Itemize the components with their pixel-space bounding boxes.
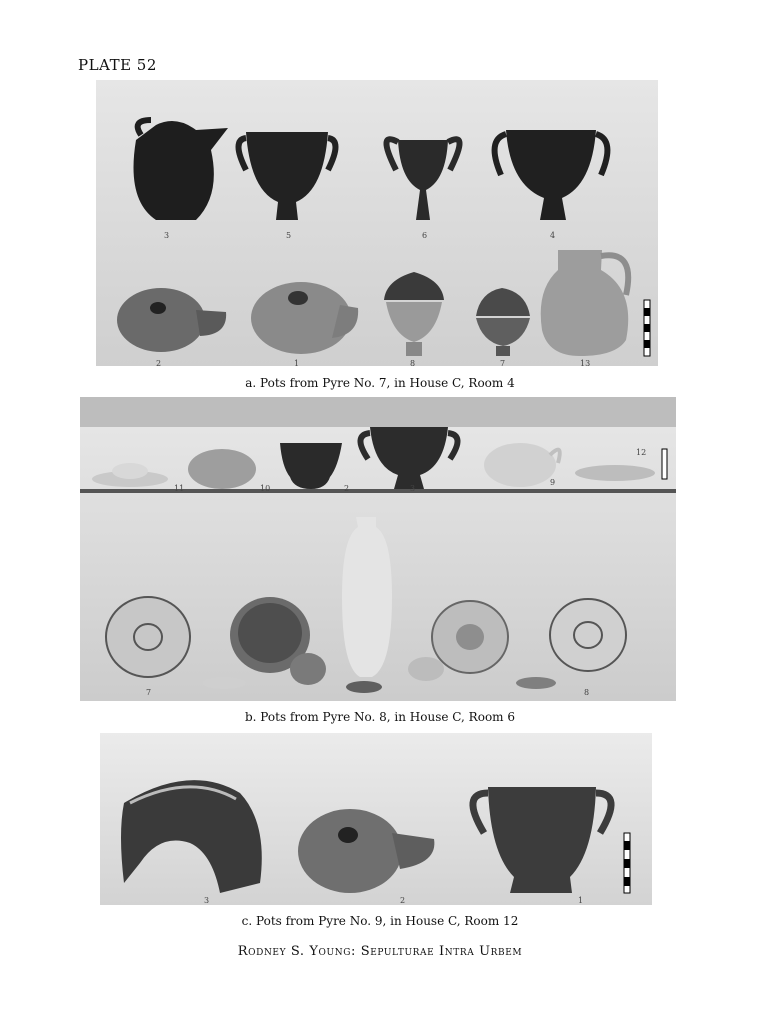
- num-b-shelf-2: 2: [344, 484, 350, 493]
- caption-panel-a: a. Pots from Pyre No. 7, in House C, Room 4: [245, 376, 515, 390]
- num-c-2: 1: [578, 896, 584, 905]
- num-a-top-3: 4: [550, 231, 556, 240]
- plate-label: PLATE 52: [78, 56, 157, 74]
- caption-panel-c: c. Pots from Pyre No. 9, in House C, Room 12: [241, 914, 519, 928]
- pot-alabastron: [342, 517, 392, 677]
- num-c-1: 2: [400, 896, 406, 905]
- num-a-bot-1: 1: [294, 359, 300, 366]
- num-b-shelf-1: 10: [260, 484, 271, 493]
- num-b-low-1: 8: [584, 688, 590, 697]
- num-a-bot-4: 13: [580, 359, 591, 366]
- num-b-low-0: 7: [146, 688, 152, 697]
- num-c-0: 3: [204, 896, 210, 905]
- page-footer: [0, 944, 760, 959]
- pot-plate-right: [432, 601, 508, 673]
- num-a-top-2: 6: [422, 231, 428, 240]
- num-a-top-1: 5: [286, 231, 292, 240]
- pot-plate-left: [106, 597, 190, 677]
- photo-panel-b: [80, 397, 676, 701]
- scale-bar-a: [644, 300, 650, 356]
- num-a-top-0: 3: [164, 231, 170, 240]
- scale-bar-c: [624, 833, 630, 893]
- footer-text: Rodney S. Young: Sepulturae Intra Urbem: [237, 944, 523, 959]
- caption-panel-b: b. Pots from Pyre No. 8, in House C, Room 6: [245, 710, 515, 724]
- photo-panel-a: [96, 80, 658, 366]
- pot-cup-10: [188, 449, 256, 489]
- pot-plate-far-right: [550, 599, 626, 671]
- num-a-bot-0: 2: [156, 359, 162, 366]
- photo-panel-c: [100, 733, 652, 905]
- num-b-shelf-0: 11: [174, 484, 185, 493]
- num-a-bot-2: 8: [410, 359, 416, 366]
- num-a-bot-3: 7: [500, 359, 506, 366]
- glass-shelf: [80, 489, 676, 493]
- num-b-shelf-3: 3: [410, 484, 416, 493]
- num-b-shelf-5: 12: [636, 448, 647, 457]
- num-b-shelf-4: 9: [550, 478, 556, 487]
